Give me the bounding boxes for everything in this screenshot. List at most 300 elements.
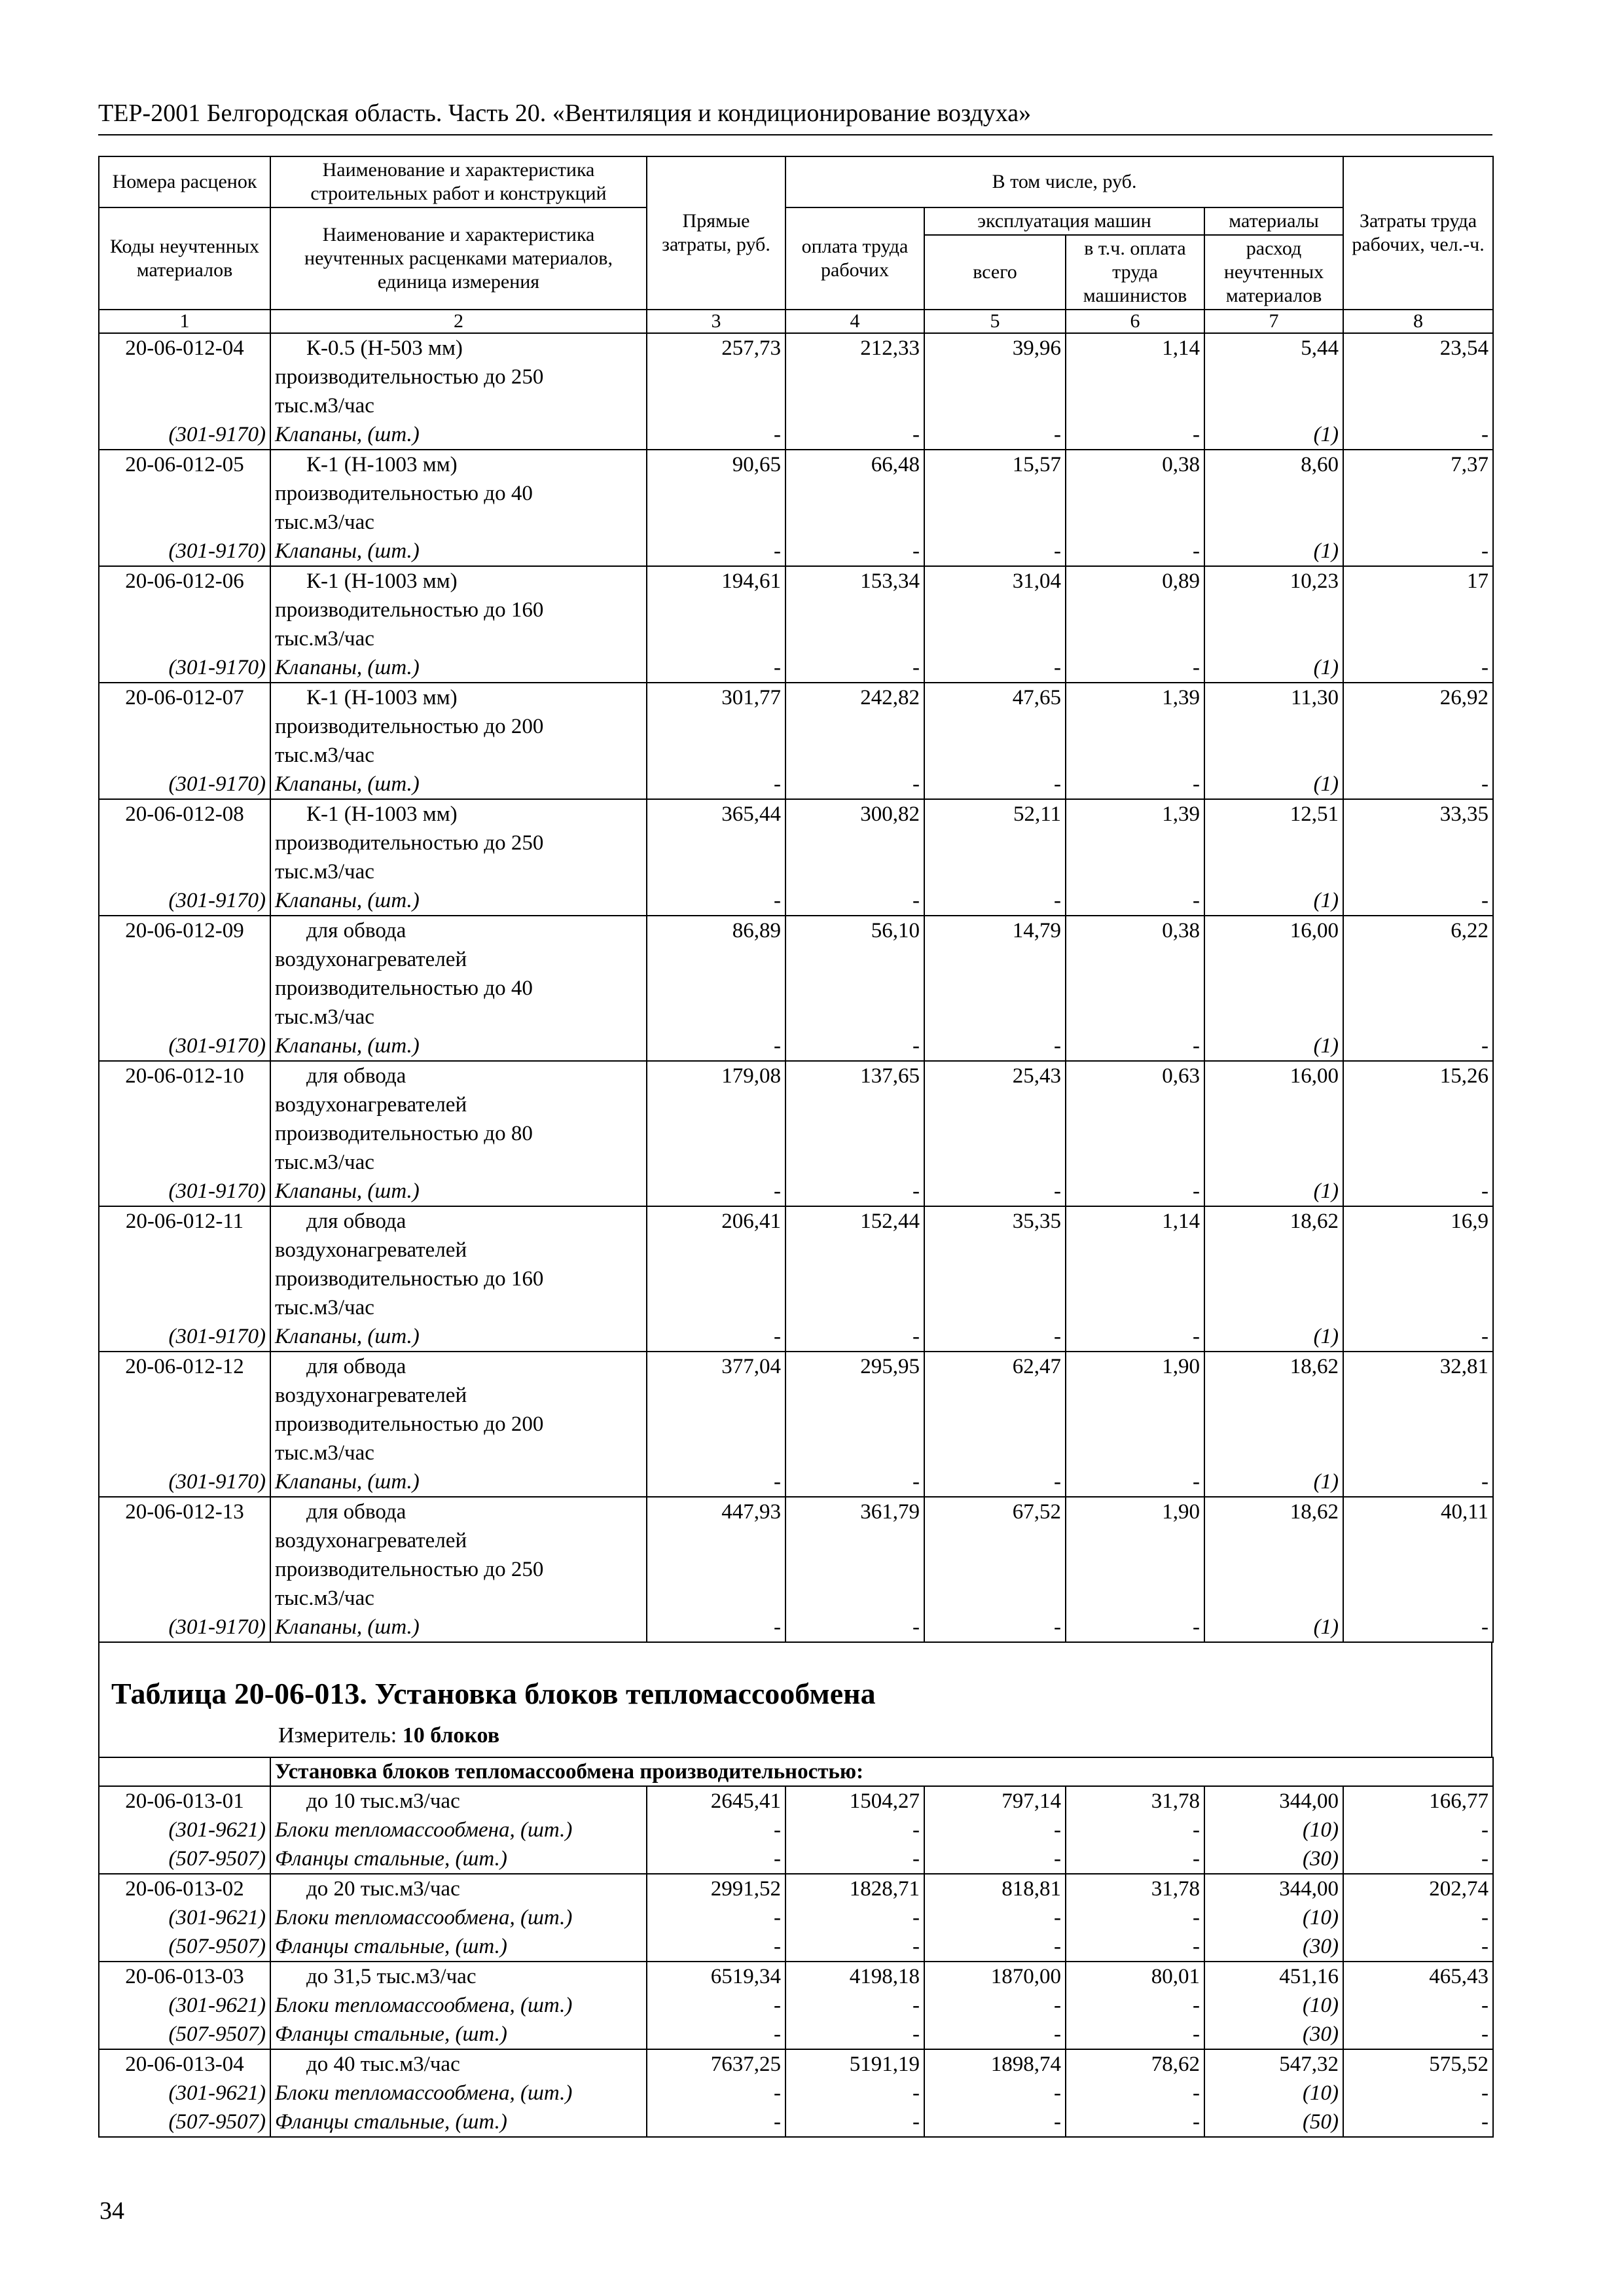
table-row [99, 596, 1493, 624]
value-direct: 86,89 [647, 916, 785, 945]
value-mach: 1898,74 [924, 2049, 1066, 2079]
rate-name-text: К-1 (Н-1003 мм) [306, 569, 458, 593]
empty-cell [1066, 829, 1204, 857]
table-row [99, 1381, 1493, 1410]
value-direct: 7637,25 [647, 2049, 785, 2079]
material-code: (301-9621) [99, 1816, 270, 1844]
empty-cell [99, 1119, 270, 1148]
empty-cell [1204, 1555, 1343, 1584]
dash-cell: - [785, 1932, 924, 1962]
measure-line [278, 1721, 499, 1750]
value-machinist: 78,62 [1066, 2049, 1204, 2079]
material-code: (301-9170) [99, 420, 270, 450]
table-row [99, 1206, 1493, 1236]
empty-cell [99, 1555, 270, 1584]
value-hours: 33,35 [1343, 799, 1493, 829]
dash-cell: - [785, 1322, 924, 1352]
empty-cell [1204, 741, 1343, 770]
dash-cell: - [1066, 537, 1204, 566]
rate-name-line [270, 1786, 647, 1816]
empty-cell [785, 363, 924, 391]
col-materials-unaccounted: расход неучтенных материалов [1204, 235, 1343, 310]
empty-cell [1343, 596, 1493, 624]
rate-name-text: производительностью до 40 [275, 977, 533, 1000]
value-hours: 16,9 [1343, 1206, 1493, 1236]
dash-cell: - [924, 1816, 1066, 1844]
rate-name-line [270, 1497, 647, 1526]
empty-cell [785, 391, 924, 420]
empty-cell [924, 974, 1066, 1003]
col-direct-costs: Прямые затраты, руб. [647, 156, 785, 310]
empty-cell [1343, 1148, 1493, 1177]
rate-name-line [270, 1555, 647, 1584]
dash-cell: - [647, 1991, 785, 2020]
material-code: (301-9170) [99, 1322, 270, 1352]
empty-cell [647, 1090, 785, 1119]
empty-cell [647, 1410, 785, 1439]
rate-name-text: производительностью до 160 [275, 1267, 544, 1291]
value-mat: 344,00 [1204, 1786, 1343, 1816]
value-labor: 1504,27 [785, 1786, 924, 1816]
value-hours: 7,37 [1343, 450, 1493, 479]
rate-name-line [270, 1293, 647, 1322]
rate-name-line [270, 1061, 647, 1090]
value-hours: 575,52 [1343, 2049, 1493, 2079]
empty-cell [785, 596, 924, 624]
value-mat: 18,62 [1204, 1206, 1343, 1236]
material-code: (301-9170) [99, 770, 270, 799]
rate-name-text: тыс.м3/час [275, 744, 374, 767]
dash-cell: - [1343, 886, 1493, 916]
empty-cell [1343, 1410, 1493, 1439]
value-mach: 25,43 [924, 1061, 1066, 1090]
value-hours: 17 [1343, 566, 1493, 596]
empty-cell [647, 1526, 785, 1555]
dash-cell: - [1343, 420, 1493, 450]
dash-cell: - [1343, 1844, 1493, 1874]
col-machines: эксплуатация машин [924, 207, 1204, 235]
table-row [99, 1236, 1493, 1265]
material-name: Блоки тепломассообмена, (шт.) [270, 2079, 647, 2108]
empty-cell [1343, 1090, 1493, 1119]
value-hours: 166,77 [1343, 1786, 1493, 1816]
value-hours: 465,43 [1343, 1962, 1493, 1991]
table-row [99, 479, 1493, 508]
material-row [99, 2020, 1493, 2049]
material-name: Фланцы стальные, (шт.) [270, 2020, 647, 2049]
empty-cell [1343, 741, 1493, 770]
rate-code: 20-06-013-04 [99, 2049, 270, 2079]
rate-name-line [270, 1381, 647, 1410]
rate-name-text: воздухонагревателей [275, 948, 467, 971]
table-row [99, 2049, 1493, 2079]
material-code: (507-9507) [99, 1844, 270, 1874]
rate-name-line [270, 916, 647, 945]
table-row [99, 1497, 1493, 1526]
dash-cell: - [785, 2079, 924, 2108]
dash-cell: - [785, 1844, 924, 1874]
empty-cell [1066, 479, 1204, 508]
empty-cell [924, 363, 1066, 391]
rate-name-line [270, 1236, 647, 1265]
material-row [99, 1177, 1493, 1206]
empty-cell [785, 1148, 924, 1177]
table-row [99, 450, 1493, 479]
rate-name-line [270, 333, 647, 363]
value-mat: 11,30 [1204, 683, 1343, 712]
rate-name-line [270, 391, 647, 420]
dash-cell: - [1343, 1177, 1493, 1206]
empty-cell [785, 479, 924, 508]
value-machinist: 0,38 [1066, 916, 1204, 945]
empty-cell [924, 1003, 1066, 1031]
value-labor: 242,82 [785, 683, 924, 712]
empty-cell [1204, 1003, 1343, 1031]
material-name: Клапаны, (шт.) [270, 1177, 647, 1206]
empty-cell [1343, 1381, 1493, 1410]
material-row [99, 1844, 1493, 1874]
empty-cell [924, 1410, 1066, 1439]
dash-cell: - [1343, 2108, 1493, 2137]
empty-cell [647, 829, 785, 857]
empty-cell [1343, 1584, 1493, 1613]
empty-cell [924, 1148, 1066, 1177]
table2-caption: Установка блоков тепломассообмена производительностью: [270, 1757, 1493, 1786]
rate-name-line [270, 508, 647, 537]
value-mat: 547,32 [1204, 2049, 1343, 2079]
empty-cell [647, 1003, 785, 1031]
dash-cell: - [785, 1991, 924, 2020]
dash-cell: - [1066, 420, 1204, 450]
rate-name-line [270, 1352, 647, 1381]
empty-cell [785, 1119, 924, 1148]
dash-cell: - [647, 1031, 785, 1061]
dash-cell: - [1066, 1932, 1204, 1962]
material-qty: (10) [1204, 1903, 1343, 1932]
value-machinist: 31,78 [1066, 1786, 1204, 1816]
value-mat: 5,44 [1204, 333, 1343, 363]
value-labor: 5191,19 [785, 2049, 924, 2079]
table-row [99, 683, 1493, 712]
table-row [99, 1119, 1493, 1148]
material-name: Клапаны, (шт.) [270, 1613, 647, 1642]
material-name: Клапаны, (шт.) [270, 1322, 647, 1352]
empty-cell [99, 1526, 270, 1555]
rate-name-text: тыс.м3/час [275, 1005, 374, 1029]
empty-cell [1204, 1381, 1343, 1410]
value-direct: 301,77 [647, 683, 785, 712]
empty-cell [785, 829, 924, 857]
value-mach: 47,65 [924, 683, 1066, 712]
material-qty: (30) [1204, 1932, 1343, 1962]
value-direct: 194,61 [647, 566, 785, 596]
rate-code: 20-06-012-13 [99, 1497, 270, 1526]
value-direct: 2991,52 [647, 1874, 785, 1903]
empty-cell [1204, 1439, 1343, 1467]
rate-name-text: производительностью до 250 [275, 365, 544, 389]
value-hours: 6,22 [1343, 916, 1493, 945]
value-mat: 8,60 [1204, 450, 1343, 479]
table-row [99, 1352, 1493, 1381]
empty-cell [99, 1439, 270, 1467]
material-code: (301-9170) [99, 1613, 270, 1642]
empty-cell [785, 741, 924, 770]
table-row [99, 1874, 1493, 1903]
material-code: (507-9507) [99, 1932, 270, 1962]
empty-cell [1204, 596, 1343, 624]
value-mach: 818,81 [924, 1874, 1066, 1903]
value-direct: 206,41 [647, 1206, 785, 1236]
rate-name-text: до 40 тыс.м3/час [306, 2053, 460, 2076]
table-row [99, 741, 1493, 770]
empty-cell [99, 479, 270, 508]
table-row [99, 829, 1493, 857]
dash-cell: - [1066, 1177, 1204, 1206]
empty-cell [1066, 596, 1204, 624]
value-direct: 257,73 [647, 333, 785, 363]
material-row [99, 1903, 1493, 1932]
dash-cell: - [1066, 1322, 1204, 1352]
empty-cell [924, 624, 1066, 653]
dash-cell: - [1066, 653, 1204, 683]
table-row [99, 712, 1493, 741]
dash-cell: - [924, 1322, 1066, 1352]
rate-name-text: тыс.м3/час [275, 627, 374, 651]
table-row [99, 1003, 1493, 1031]
empty-cell [1066, 624, 1204, 653]
value-labor: 300,82 [785, 799, 924, 829]
empty-cell [99, 945, 270, 974]
empty-cell [1066, 1265, 1204, 1293]
rate-code: 20-06-012-09 [99, 916, 270, 945]
rate-name-text: для обвода [306, 1210, 406, 1233]
value-mat: 16,00 [1204, 916, 1343, 945]
dash-cell: - [1066, 2079, 1204, 2108]
dash-cell: - [1343, 1031, 1493, 1061]
table-row [99, 391, 1493, 420]
empty-cell [785, 1236, 924, 1265]
table2-title: Таблица 20-06-013. Установка блоков тепломассообмена [111, 1677, 876, 1710]
empty-cell [785, 1293, 924, 1322]
value-mach: 1870,00 [924, 1962, 1066, 1991]
dash-cell: - [1343, 770, 1493, 799]
rate-name-text: воздухонагревателей [275, 1238, 467, 1262]
empty-cell [924, 945, 1066, 974]
empty-cell [924, 1265, 1066, 1293]
empty-cell [99, 363, 270, 391]
empty-cell [785, 1265, 924, 1293]
material-qty: (1) [1204, 1467, 1343, 1497]
empty-cell [1204, 857, 1343, 886]
dash-cell: - [647, 653, 785, 683]
rate-name-line [270, 1874, 647, 1903]
material-qty: (1) [1204, 420, 1343, 450]
dash-cell: - [647, 2020, 785, 2049]
value-mach: 35,35 [924, 1206, 1066, 1236]
dash-cell: - [1066, 1816, 1204, 1844]
rate-code: 20-06-012-08 [99, 799, 270, 829]
empty-cell [1343, 1265, 1493, 1293]
header-rule [98, 134, 1492, 135]
value-direct: 365,44 [647, 799, 785, 829]
rate-code: 20-06-013-01 [99, 1786, 270, 1816]
dash-cell: - [1343, 1816, 1493, 1844]
empty-cell [1343, 363, 1493, 391]
dash-cell: - [1343, 1903, 1493, 1932]
rate-name-text: воздухонагревателей [275, 1529, 467, 1552]
empty-cell [785, 1584, 924, 1613]
caption-blank [99, 1757, 270, 1786]
empty-cell [1204, 363, 1343, 391]
rate-name-line [270, 1526, 647, 1555]
empty-cell [1066, 391, 1204, 420]
rate-name-line [270, 1148, 647, 1177]
rate-name-line [270, 450, 647, 479]
dash-cell: - [1066, 886, 1204, 916]
empty-cell [647, 363, 785, 391]
empty-cell [647, 596, 785, 624]
rate-name-text: тыс.м3/час [275, 511, 374, 534]
rate-name-text: тыс.м3/час [275, 394, 374, 418]
dash-cell: - [924, 1467, 1066, 1497]
empty-cell [785, 857, 924, 886]
material-code: (301-9170) [99, 886, 270, 916]
value-mat: 18,62 [1204, 1497, 1343, 1526]
empty-cell [1204, 974, 1343, 1003]
empty-cell [647, 1148, 785, 1177]
rate-name-line [270, 479, 647, 508]
value-machinist: 0,89 [1066, 566, 1204, 596]
material-qty: (1) [1204, 1322, 1343, 1352]
value-direct: 2645,41 [647, 1786, 785, 1816]
material-row [99, 2079, 1493, 2108]
material-name: Фланцы стальные, (шт.) [270, 2108, 647, 2137]
empty-cell [1066, 363, 1204, 391]
rate-name-line [270, 1410, 647, 1439]
value-direct: 90,65 [647, 450, 785, 479]
rate-name-text: К-1 (Н-1003 мм) [306, 686, 458, 709]
rate-name-text: производительностью до 40 [275, 482, 533, 505]
empty-cell [924, 1526, 1066, 1555]
value-hours: 32,81 [1343, 1352, 1493, 1381]
table-row [99, 1555, 1493, 1584]
rate-name-line [270, 1584, 647, 1613]
empty-cell [1204, 1148, 1343, 1177]
table-row [99, 333, 1493, 363]
dash-cell: - [785, 1031, 924, 1061]
empty-cell [1204, 712, 1343, 741]
rate-name-line [270, 683, 647, 712]
col-materials: материалы [1204, 207, 1343, 235]
dash-cell: - [785, 2108, 924, 2137]
table-row [99, 1410, 1493, 1439]
dash-cell: - [1066, 2108, 1204, 2137]
empty-cell [785, 974, 924, 1003]
measure-value: 10 блоков [402, 1723, 500, 1748]
empty-cell [1343, 624, 1493, 653]
empty-cell [785, 624, 924, 653]
empty-cell [1343, 857, 1493, 886]
empty-cell [1343, 829, 1493, 857]
dash-cell: - [785, 1177, 924, 1206]
empty-cell [99, 1090, 270, 1119]
empty-cell [647, 857, 785, 886]
rate-name-text: производительностью до 200 [275, 715, 544, 738]
material-code: (301-9621) [99, 2079, 270, 2108]
empty-cell [1204, 1293, 1343, 1322]
empty-cell [99, 712, 270, 741]
value-mach: 31,04 [924, 566, 1066, 596]
col-material-codes: Коды неучтенных материалов [99, 207, 270, 310]
dash-cell: - [785, 1903, 924, 1932]
material-row [99, 1613, 1493, 1642]
material-code: (301-9170) [99, 537, 270, 566]
empty-cell [924, 1555, 1066, 1584]
value-machinist: 0,63 [1066, 1061, 1204, 1090]
dash-cell: - [785, 886, 924, 916]
table-row [99, 1293, 1493, 1322]
table-row [99, 624, 1493, 653]
rate-name-text: воздухонагревателей [275, 1384, 467, 1407]
dash-cell: - [1343, 1322, 1493, 1352]
dash-cell: - [647, 1903, 785, 1932]
value-machinist: 1,90 [1066, 1497, 1204, 1526]
empty-cell [647, 479, 785, 508]
empty-cell [1066, 857, 1204, 886]
material-row [99, 537, 1493, 566]
material-code: (301-9170) [99, 653, 270, 683]
empty-cell [647, 1293, 785, 1322]
empty-cell [1066, 1584, 1204, 1613]
material-row [99, 1932, 1493, 1962]
rate-name-line [270, 799, 647, 829]
empty-cell [1343, 1555, 1493, 1584]
material-row [99, 1031, 1493, 1061]
empty-cell [1204, 945, 1343, 974]
table-row [99, 1265, 1493, 1293]
empty-cell [99, 1265, 270, 1293]
col-num: 5 [924, 310, 1066, 333]
material-name: Блоки тепломассообмена, (шт.) [270, 1816, 647, 1844]
empty-cell [1204, 1584, 1343, 1613]
rate-name-text: тыс.м3/час [275, 1296, 374, 1319]
rate-name-text: для обвода [306, 919, 406, 942]
measure-label: Измеритель: [278, 1723, 397, 1748]
value-mat: 344,00 [1204, 1874, 1343, 1903]
value-direct: 6519,34 [647, 1962, 785, 1991]
empty-cell [1204, 1090, 1343, 1119]
value-machinist: 1,14 [1066, 1206, 1204, 1236]
dash-cell: - [647, 1932, 785, 1962]
value-hours: 23,54 [1343, 333, 1493, 363]
empty-cell [1343, 479, 1493, 508]
value-mach: 797,14 [924, 1786, 1066, 1816]
rate-name-line [270, 945, 647, 974]
table-row [99, 1584, 1493, 1613]
empty-cell [647, 1381, 785, 1410]
rate-name-line [270, 363, 647, 391]
material-qty: (1) [1204, 1613, 1343, 1642]
empty-cell [99, 596, 270, 624]
col-including: В том числе, руб. [785, 156, 1343, 207]
table-row [99, 363, 1493, 391]
value-mat: 10,23 [1204, 566, 1343, 596]
col-rate-numbers: Номера расценок [99, 156, 270, 207]
value-labor: 152,44 [785, 1206, 924, 1236]
value-mat: 451,16 [1204, 1962, 1343, 1991]
material-qty: (1) [1204, 770, 1343, 799]
empty-cell [1066, 1555, 1204, 1584]
